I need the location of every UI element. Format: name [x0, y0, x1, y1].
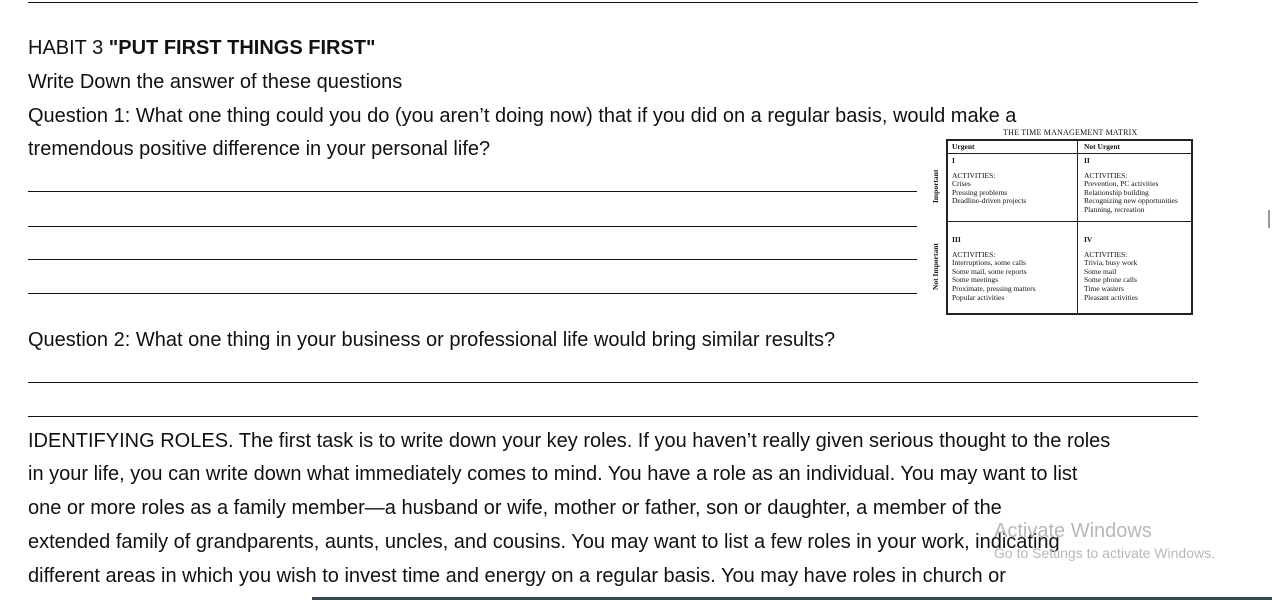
- roles-paragraph-line: IDENTIFYING ROLES. The first task is to write down your key roles. If you haven’t really given serious thought to the roles: [28, 430, 1111, 452]
- quadrant-item: Deadline-driven projects: [952, 196, 1027, 206]
- quadrant-item: Trivia, busy work: [1084, 258, 1138, 268]
- quadrant-item: Planning, recreation: [1084, 204, 1145, 214]
- quadrant-heading: ACTIVITIES:: [952, 249, 996, 259]
- answer-line: [28, 191, 917, 192]
- quadrant-item: Some meetings: [952, 275, 999, 285]
- instruction-text: Write Down the answer of these questions: [28, 71, 403, 93]
- top-rule: [28, 2, 1198, 3]
- heading-prefix: HABIT 3: [28, 37, 109, 59]
- quadrant-1: [952, 157, 1026, 206]
- quadrant-heading: ACTIVITIES:: [1084, 249, 1128, 259]
- quadrant-3: [952, 236, 1036, 302]
- quadrant-item: Prevention, PC activities: [1084, 179, 1159, 189]
- heading-bold: "PUT FIRST THINGS FIRST": [108, 37, 376, 59]
- quadrant-item: Relationship building: [1084, 187, 1149, 197]
- matrix-header-divider: [948, 153, 1193, 154]
- answer-line: [28, 382, 1198, 383]
- matrix-divider-vertical: [1077, 141, 1078, 315]
- matrix-divider-horizontal: [948, 221, 1193, 222]
- question2-text: Question 2: What one thing in your business or professional life would bring similar results?: [28, 329, 836, 351]
- roles-paragraph-line: in your life, you can write down what immediately comes to mind. You have a role as an individual. You may want to list: [28, 463, 1078, 485]
- matrix-title: THE TIME MANAGEMENT MATRIX: [1003, 128, 1138, 137]
- quadrant-item: Pleasant activities: [1084, 292, 1138, 302]
- quadrant-number: IV: [1084, 235, 1093, 244]
- time-management-matrix: [946, 139, 1193, 315]
- quadrant-item: Pressing problems: [952, 187, 1008, 197]
- scroll-edge-marker: [1268, 210, 1270, 228]
- roles-paragraph-line: one or more roles as a family member—a husband or wife, mother or father, son or daughter, a member of the: [28, 497, 1002, 519]
- answer-line: [28, 226, 917, 227]
- row-label-important: Important: [931, 169, 940, 203]
- quadrant-item: Proximate, pressing matters: [952, 283, 1036, 293]
- col-label-urgent: Urgent: [952, 142, 975, 151]
- activation-watermark-subtitle[interactable]: Go to Settings to activate Windows.: [994, 545, 1215, 561]
- quadrant-number: III: [952, 235, 961, 244]
- row-label-not-important: Not Important: [931, 243, 940, 290]
- quadrant-item: Time wasters: [1084, 283, 1124, 293]
- quadrant-item: Some mail, some reports: [952, 266, 1027, 276]
- question1-line1: Question 1: What one thing could you do (you aren’t doing now) that if you did on a regular basis, would make a: [28, 105, 1017, 127]
- quadrant-item: Crises: [952, 179, 971, 189]
- quadrant-item: Recognizing new opportunities: [1084, 196, 1178, 206]
- quadrant-heading: ACTIVITIES:: [1084, 170, 1128, 180]
- activation-watermark-title: Activate Windows: [994, 520, 1152, 542]
- quadrant-item: Some mail: [1084, 266, 1117, 276]
- roles-paragraph-line: extended family of grandparents, aunts, uncles, and cousins. You may want to list a few roles in your work, indicating: [28, 531, 1060, 553]
- answer-line: [28, 259, 917, 260]
- quadrant-item: Interruptions, some calls: [952, 258, 1026, 268]
- quadrant-heading: ACTIVITIES:: [952, 170, 996, 180]
- quadrant-item: Popular activities: [952, 292, 1005, 302]
- habit-heading: [28, 36, 376, 60]
- quadrant-4: [1084, 236, 1138, 302]
- question1-line2: tremendous positive difference in your personal life?: [28, 138, 491, 160]
- quadrant-number: I: [952, 156, 955, 165]
- quadrant-number: II: [1084, 156, 1090, 165]
- col-label-not-urgent: Not Urgent: [1084, 142, 1121, 151]
- quadrant-2: [1084, 157, 1178, 215]
- roles-paragraph-line: different areas in which you wish to invest time and energy on a regular basis. You may have roles in church or: [28, 565, 1006, 587]
- answer-line: [28, 293, 917, 294]
- quadrant-item: Some phone calls: [1084, 275, 1137, 285]
- answer-line: [28, 416, 1198, 417]
